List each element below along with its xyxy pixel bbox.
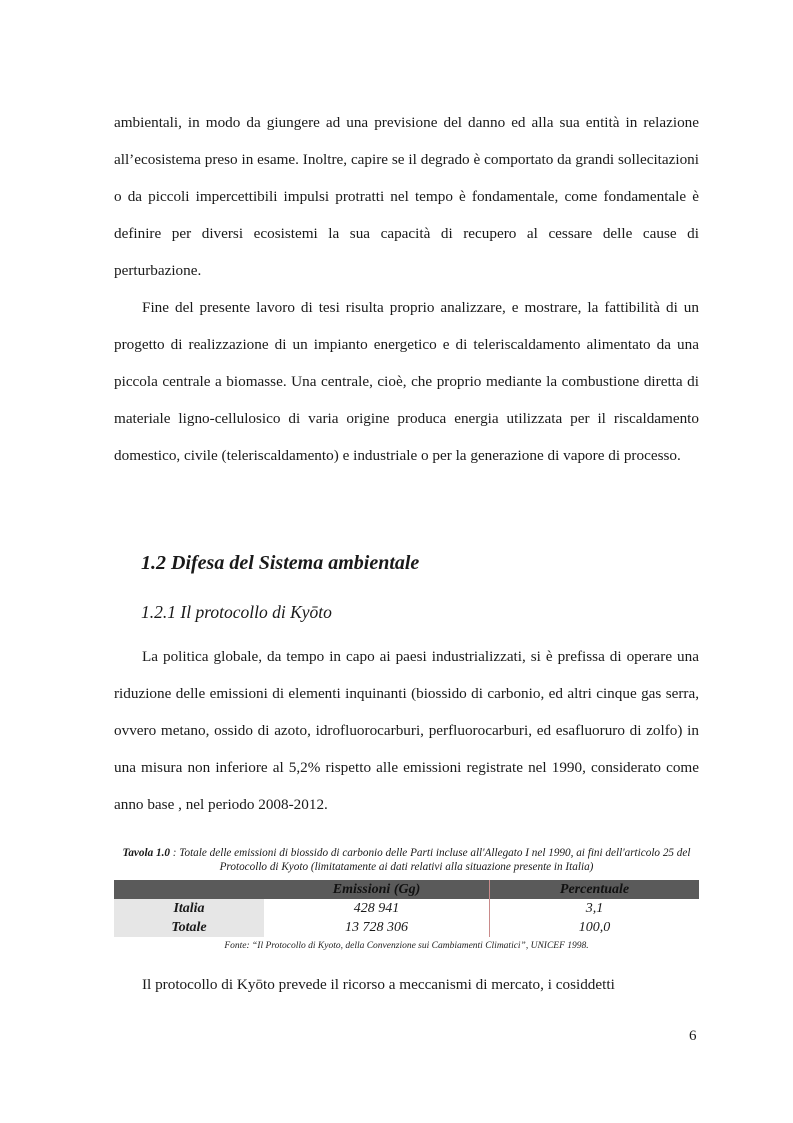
table-header-cell (114, 880, 264, 899)
table-caption-text: : Totale delle emissioni di biossido di carbonio delle Parti incluse all'Allegato I nel 1990, ai fini dell'articolo 25 del Protocollo di Kyoto (limitatamente ai dati relativi alla situazione presente in Italia) (169, 847, 691, 873)
section-heading: 1.2 Difesa del Sistema ambientale (141, 552, 420, 574)
table-source: Fonte: “Il Protocollo di Kyoto, della Convenzione sui Cambiamenti Climatici”, UNICEF 1998. (224, 941, 589, 951)
body-paragraph: La politica globale, da tempo in capo ai paesi industrializzati, si è prefissa di operare una riduzione delle emissioni di elementi inquinanti (biossido di carbonio, ed altri cinque gas serra, ovvero metano, ossido di azoto, idrofluorocarburi, perfluorocarburi, ed esafluoruro di zolfo) in una misura non inferiore al 5,2% rispetto alle emissioni registrate nel 1990, considerato come anno base , nel periodo 2008-2012. (114, 648, 699, 813)
body-paragraph: Fine del presente lavoro di tesi risulta proprio analizzare, e mostrare, la fattibilità di un progetto di realizzazione di un impianto energetico e di teleriscaldamento alimentato da una piccola centrale a biomasse. Una centrale, cioè, che proprio mediante la combustione diretta di materiale ligno-cellulosico di varia origine produca energia utilizzata per il riscaldamento domestico, civile (teleriscaldamento) e industriale o per la generazione di vapore di processo. (114, 299, 699, 464)
table-row (114, 918, 699, 937)
table-cell: 428 941 (353, 901, 400, 916)
table-cell: 13 728 306 (345, 920, 408, 935)
table-row-label: Italia (114, 899, 264, 918)
table-header-cell: Percentuale (490, 880, 700, 899)
table-header-cell: Emissioni (Gg) (264, 880, 490, 899)
table-cell: 3,1 (490, 899, 700, 918)
page-number: 6 (689, 1028, 697, 1044)
emissions-table (114, 880, 699, 937)
body-paragraph: ambientali, in modo da giungere ad una previsione del danno ed alla sua entità in relazione all’ecosistema preso in esame. Inoltre, capire se il degrado è comportato da grandi sollecitazioni o da piccoli impercettibili impulsi protratti nel tempo è fondamentale, come fondamentale è definire per diversi ecosistemi la sua capacità di recupero al cessare delle cause di perturbazione. (114, 114, 699, 279)
table-row (114, 899, 699, 918)
table-caption (114, 846, 699, 874)
table-header-row (114, 880, 699, 899)
subsection-heading: 1.2.1 Il protocollo di Kyōto (141, 602, 332, 622)
table-cell: 100,0 (490, 918, 700, 937)
body-paragraph: Il protocollo di Kyōto prevede il ricorso a meccanismi di mercato, i cosiddetti (142, 976, 615, 993)
table-row-label: Totale (114, 918, 264, 937)
table-caption-label: Tavola 1.0 (122, 847, 170, 859)
